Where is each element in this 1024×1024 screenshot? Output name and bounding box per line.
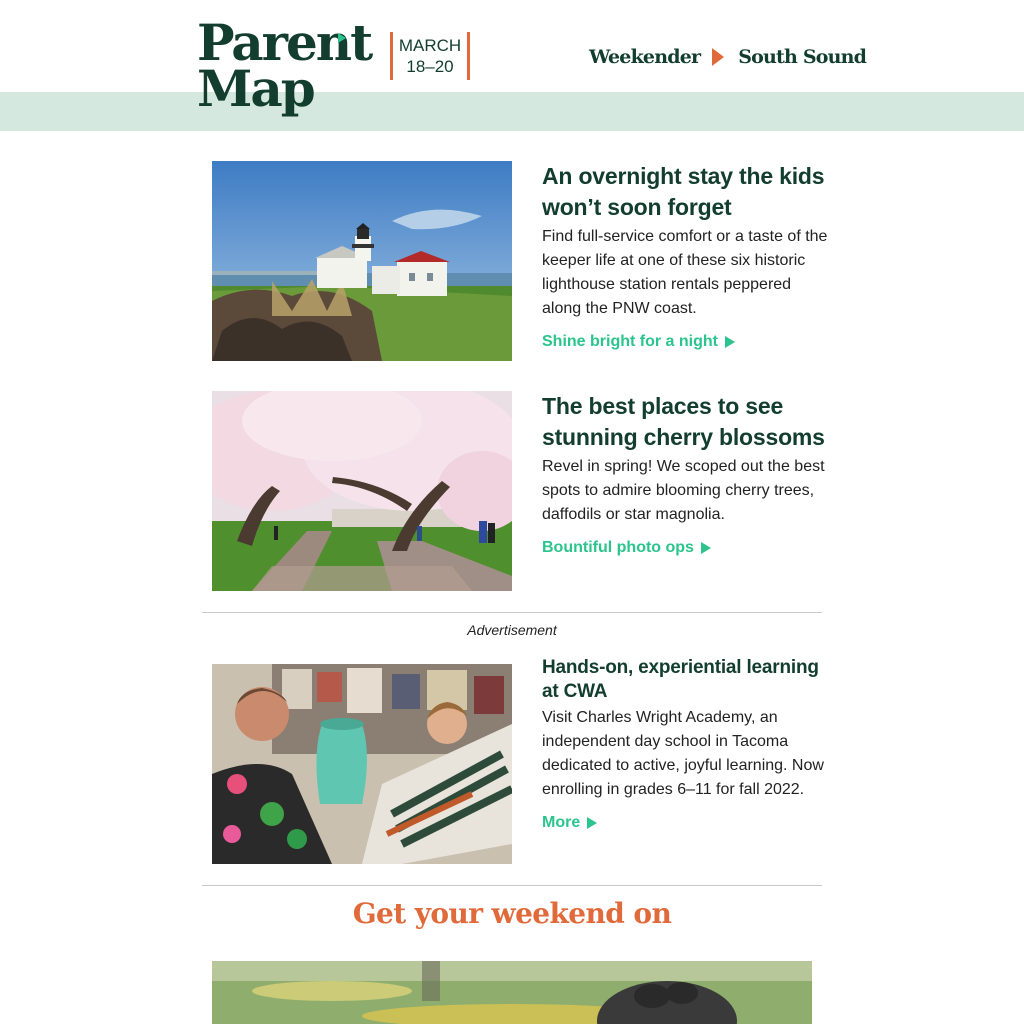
cwa-classroom-image[interactable] <box>212 664 512 864</box>
logo-word-map: Map <box>197 59 314 118</box>
section-heading-weekend: Get your weekend on <box>352 897 672 930</box>
nav-arrow-icon <box>712 48 724 66</box>
ad-title[interactable]: Hands-on, experiential learning at CWA <box>542 657 819 702</box>
newsletter-nav <box>589 44 866 70</box>
article-lighthouse <box>212 161 828 361</box>
issue-date <box>390 32 470 80</box>
play-triangle-icon <box>587 817 597 829</box>
article-description: Find full-service comfort or a taste of the keeper life at one of these six historic lighthouse station rentals peppered along the PNW coast. <box>542 228 828 317</box>
nav-south-sound[interactable]: South Sound <box>738 46 867 68</box>
divider <box>202 612 822 613</box>
article-link-label: Shine bright for a night <box>542 333 718 350</box>
advertisement-cwa-text <box>542 656 832 832</box>
nav-weekender[interactable]: Weekender <box>589 46 701 68</box>
advertisement-label: Advertisement <box>467 622 557 638</box>
article-cherry-blossoms <box>212 391 824 591</box>
logo-word-parent: Parent <box>197 13 372 72</box>
article-lighthouse-text <box>542 161 832 351</box>
advertisement-cwa <box>212 656 824 864</box>
article-cherry-blossoms-text <box>542 391 832 557</box>
parentmap-logo[interactable] <box>197 13 372 120</box>
logo-flag-icon <box>338 33 346 43</box>
play-triangle-icon <box>701 542 711 554</box>
ad-description: Visit Charles Wright Academy, an independent day school in Tacoma dedicated to active, joyful learning. Now enrolling in grades 6–11 for fall 2022. <box>542 709 824 798</box>
weekend-hero-image[interactable] <box>212 961 812 1024</box>
article-link-bountiful-photo-ops[interactable] <box>542 539 711 557</box>
article-description: Revel in spring! We scoped out the best spots to admire blooming cherry trees, daffodils or star magnolia. <box>542 458 825 523</box>
issue-date-days: 18–20 <box>406 57 454 76</box>
cherry-blossom-image[interactable] <box>212 391 512 591</box>
article-link-label: Bountiful photo ops <box>542 539 694 556</box>
article-link-shine-bright[interactable] <box>542 333 735 351</box>
divider <box>202 885 822 886</box>
issue-date-month: MARCH <box>398 36 462 55</box>
article-title[interactable]: An overnight stay the kids won’t soon forget <box>542 163 825 220</box>
ad-link-more[interactable] <box>542 814 597 832</box>
ad-link-label: More <box>542 814 581 831</box>
play-triangle-icon <box>725 336 735 348</box>
lighthouse-image[interactable] <box>212 161 512 361</box>
email-header <box>0 0 1024 131</box>
header-band <box>0 92 1024 131</box>
article-title[interactable]: The best places to see stunning cherry blossoms <box>542 393 825 450</box>
